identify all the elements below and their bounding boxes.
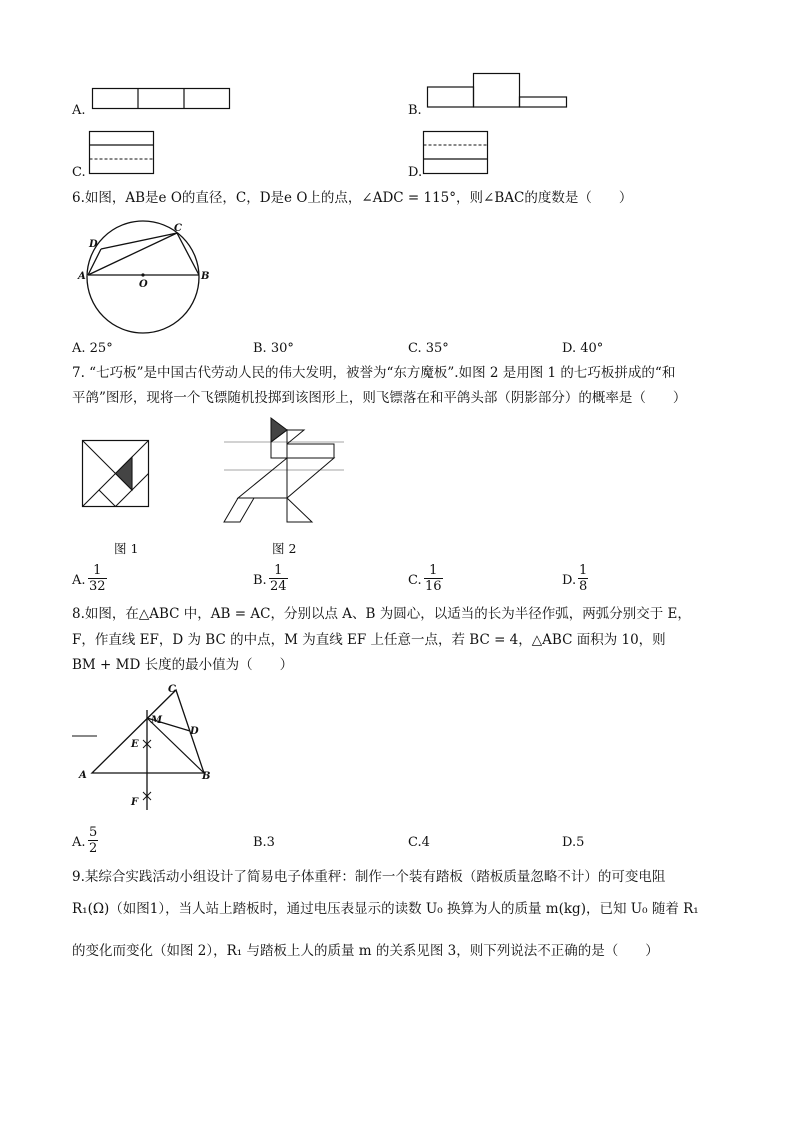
q5-option-a-label: A. — [72, 103, 86, 118]
q7-stem-line1: 7. “七巧板”是中国古代劳动人民的伟大发明，被誉为“东方魔板”.如图 2 是用图 1 的七巧板拼成的“和 — [72, 365, 676, 381]
q8-label-e: E — [131, 739, 139, 750]
q5-option-b-label: B. — [408, 103, 422, 118]
q7-option-b-denominator: 24 — [270, 579, 287, 594]
q5-option-a-figure — [92, 88, 232, 112]
q7-option-c-fraction — [424, 563, 443, 594]
q6-option-d: D. 40° — [562, 341, 604, 356]
q8-option-c: C.4 — [408, 835, 430, 850]
q6-stem: 6.如图，AB是e O的直径，C，D是e O上的点，∠ADC = 115°，则∠BAC的度数是（ ） — [72, 190, 633, 206]
q8-label-b: B — [202, 771, 211, 782]
q7-stem-line2: 平鸽”图形，现将一个飞镖随机投掷到该图形上，则飞镖落在和平鸽头部（阴影部分）的概率是（ ） — [72, 390, 687, 406]
q7-fig2-caption: 图 2 — [272, 541, 297, 556]
q7-option-d-denominator: 8 — [579, 579, 588, 594]
q8-option-d: D.5 — [562, 835, 585, 850]
q6-option-c: C. 35° — [408, 341, 449, 356]
q8-option-a-label: A. — [72, 835, 86, 850]
q9-stem-line3: 的变化而变化（如图 2），R₁ 与踏板上人的质量 m 的关系见图 3，则下列说法不正确的是（ ） — [72, 943, 659, 959]
q7-option-a-fraction — [88, 563, 107, 594]
q7-option-b-numerator: 1 — [274, 563, 283, 578]
q8-option-b: B.3 — [253, 835, 275, 850]
q6-label-b: B — [201, 271, 210, 282]
q5-option-d-figure — [423, 131, 489, 175]
q8-stem-line3: BM + MD 长度的最小值为（ ） — [72, 657, 294, 673]
q6-label-d: D — [89, 239, 98, 250]
q7-option-d-label: D. — [562, 573, 577, 588]
q8-option-a-fraction — [88, 825, 98, 856]
q7-fig1-caption: 图 1 — [114, 541, 139, 556]
q9-stem-line1: 9.某综合实践活动小组设计了简易电子体重秤：制作一个装有踏板（踏板质量忽略不计）的可变电阻 — [72, 869, 666, 885]
q8-label-m: M — [151, 715, 163, 726]
q7-option-c-label: C. — [408, 573, 422, 588]
q8-option-a-numerator: 5 — [89, 825, 98, 840]
q5-option-b-figure — [427, 73, 569, 109]
q7-option-c-numerator: 1 — [429, 563, 438, 578]
q8-label-c: C — [168, 684, 176, 695]
q6-label-o: O — [139, 279, 148, 290]
q6-label-c: C — [174, 223, 182, 234]
q7-option-b-fraction — [269, 563, 288, 594]
q7-dove-figure — [224, 416, 348, 526]
q5-option-d-label: D. — [408, 165, 423, 180]
q5-option-c-label: C. — [72, 165, 86, 180]
q7-option-b-label: B. — [253, 573, 267, 588]
q6-label-a: A — [78, 271, 86, 282]
q8-stem-line1: 8.如图，在△ABC 中，AB = AC，分别以点 A、B 为圆心，以适当的长为半径作弧，两弧分别交于 E， — [72, 606, 691, 622]
q9-stem-line2: R₁(Ω)（如图1），当人站上踏板时，通过电压表显示的读数 U₀ 换算为人的质量 m(kg)，已知 U₀ 随着 R₁ — [72, 901, 699, 917]
q8-label-a: A — [79, 770, 87, 781]
q8-label-d: D — [190, 726, 199, 737]
q8-label-f: F — [131, 797, 139, 808]
q8-stem-line2: F，作直线 EF，D 为 BC 的中点，M 为直线 EF 上任意一点，若 BC = 4，△ABC 面积为 10，则 — [72, 632, 666, 648]
q8-triangle-figure — [72, 680, 222, 820]
q7-tangram-square-figure — [82, 440, 150, 508]
q6-option-b: B. 30° — [253, 341, 294, 356]
q7-option-d-numerator: 1 — [579, 563, 588, 578]
q7-option-a-label: A. — [72, 573, 86, 588]
q6-circle-figure — [78, 220, 208, 340]
q8-option-a-denominator: 2 — [89, 841, 98, 856]
q7-option-a-numerator: 1 — [93, 563, 102, 578]
q7-option-d-fraction — [578, 563, 588, 594]
q7-option-a-denominator: 32 — [89, 579, 106, 594]
q7-option-c-denominator: 16 — [425, 579, 442, 594]
q6-option-a: A. 25° — [72, 341, 113, 356]
q5-option-c-figure — [89, 131, 155, 175]
